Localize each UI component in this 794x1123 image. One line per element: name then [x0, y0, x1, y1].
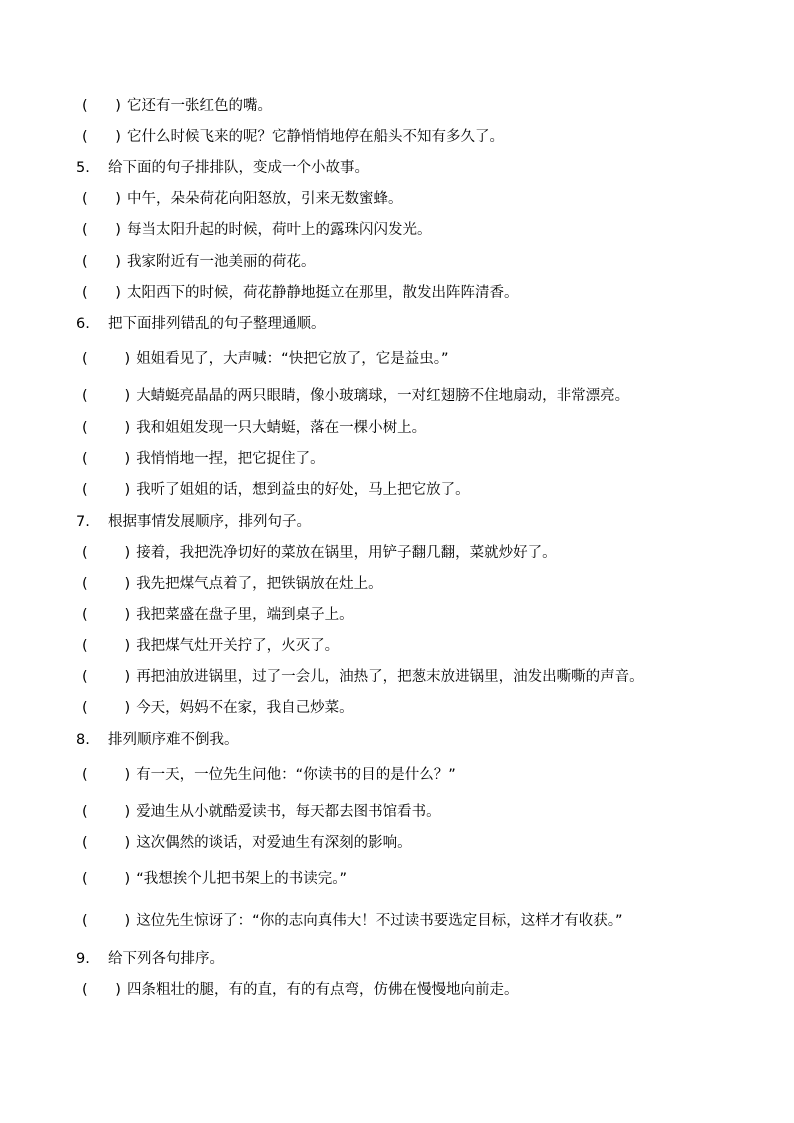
sentence-text: 我把菜盛在盘子里，端到桌子上。	[136, 607, 354, 623]
sentence-item	[82, 636, 339, 656]
sentence-text: 我悄悄地一捏，把它捉住了。	[136, 451, 325, 467]
sentence-text: 大蜻蜓亮晶晶的两只眼睛，像小玻璃球，一对红翅膀不住地扇动，非常漂亮。	[136, 388, 630, 404]
sentence-item	[82, 574, 383, 594]
answer-blank: ( )	[82, 129, 121, 145]
sentence-item	[82, 802, 441, 822]
question-number: 8.	[76, 732, 90, 748]
question-number: 7.	[76, 514, 90, 530]
answer-blank: ( )	[82, 700, 131, 716]
question-heading	[76, 949, 224, 969]
sentence-item	[82, 833, 412, 853]
sentence-text: 今天，妈妈不在家，我自己炒菜。	[136, 700, 354, 716]
sentence-item	[82, 911, 622, 931]
question-heading	[76, 730, 239, 750]
question-number: 6.	[76, 316, 90, 332]
sentence-item	[82, 980, 518, 1000]
sentence-item	[82, 418, 426, 438]
answer-blank: ( )	[82, 420, 131, 436]
question-text: 给下列各句排序。	[108, 951, 224, 967]
sentence-text: “我想挨个儿把书架上的书读完。”	[136, 871, 347, 887]
question-text: 根据事情发展顺序，排列句子。	[108, 514, 311, 530]
sentence-item	[82, 667, 644, 687]
sentence-item	[82, 698, 354, 718]
sentence-text: 中午，朵朵荷花向阳怒放，引来无数蜜蜂。	[126, 191, 403, 207]
sentence-text: 它还有一张红色的嘴。	[126, 98, 272, 114]
answer-blank: ( )	[82, 222, 121, 238]
sentence-text: 爱迪生从小就酷爱读书，每天都去图书馆看书。	[136, 804, 441, 820]
sentence-item	[82, 127, 504, 147]
sentence-item	[82, 252, 315, 272]
answer-blank: ( )	[82, 285, 121, 301]
sentence-text: 我先把煤气点着了，把铁锅放在灶上。	[136, 576, 383, 592]
answer-blank: ( )	[82, 607, 131, 623]
answer-blank: ( )	[82, 545, 131, 561]
sentence-text: 有一天，一位先生问他：“你读书的目的是什么？”	[136, 767, 456, 783]
sentence-text: 每当太阳升起的时候，荷叶上的露珠闪闪发光。	[126, 222, 432, 238]
sentence-text: 这次偶然的谈话，对爱迪生有深刻的影响。	[136, 835, 412, 851]
answer-blank: ( )	[82, 913, 131, 929]
answer-blank: ( )	[82, 638, 131, 654]
sentence-item	[82, 543, 557, 563]
sentence-item	[82, 349, 448, 369]
sentence-item	[82, 220, 431, 240]
answer-blank: ( )	[82, 804, 131, 820]
sentence-item	[82, 765, 456, 785]
sentence-item	[82, 386, 629, 406]
answer-blank: ( )	[82, 351, 131, 367]
answer-blank: ( )	[82, 835, 131, 851]
sentence-item	[82, 480, 470, 500]
question-number: 5.	[76, 160, 90, 176]
sentence-item	[82, 96, 272, 116]
sentence-text: 这位先生惊讶了：“你的志向真伟大！不过读书要选定目标，这样才有收获。”	[136, 913, 623, 929]
answer-blank: ( )	[82, 98, 121, 114]
sentence-text: 我听了姐姐的话，想到益虫的好处，马上把它放了。	[136, 482, 470, 498]
question-text: 给下面的句子排排队，变成一个小故事。	[108, 160, 369, 176]
question-heading	[76, 314, 326, 334]
sentence-text: 姐姐看见了，大声喊：“快把它放了，它是益虫。”	[136, 351, 449, 367]
question-heading	[76, 158, 369, 178]
question-text: 排列顺序难不倒我。	[108, 732, 239, 748]
sentence-text: 接着，我把洗净切好的菜放在锅里，用铲子翻几翻，菜就炒好了。	[136, 545, 557, 561]
sentence-item	[82, 449, 325, 469]
sentence-text: 我把煤气灶开关拧了，火灭了。	[136, 638, 340, 654]
answer-blank: ( )	[82, 451, 131, 467]
sentence-text: 四条粗壮的腿，有的直，有的有点弯，仿佛在慢慢地向前走。	[126, 982, 519, 998]
sentence-text: 太阳西下的时候，荷花静静地挺立在那里，散发出阵阵清香。	[126, 285, 519, 301]
sentence-text: 我和姐姐发现一只大蜻蜓，落在一棵小树上。	[136, 420, 427, 436]
sentence-item	[82, 605, 354, 625]
question-number: 9.	[76, 951, 90, 967]
sentence-text: 再把油放进锅里，过了一会儿，油热了，把葱末放进锅里，油发出嘶嘶的声音。	[136, 669, 644, 685]
sentence-item	[82, 869, 347, 889]
question-heading	[76, 512, 311, 532]
answer-blank: ( )	[82, 982, 121, 998]
sentence-item	[82, 283, 518, 303]
sentence-item	[82, 189, 402, 209]
answer-blank: ( )	[82, 388, 131, 404]
answer-blank: ( )	[82, 254, 121, 270]
sentence-text: 我家附近有一池美丽的荷花。	[126, 254, 316, 270]
answer-blank: ( )	[82, 191, 121, 207]
answer-blank: ( )	[82, 871, 131, 887]
question-text: 把下面排列错乱的句子整理通顺。	[108, 316, 326, 332]
sentence-text: 它什么时候飞来的呢？它静悄悄地停在船头不知有多久了。	[126, 129, 504, 145]
answer-blank: ( )	[82, 576, 131, 592]
answer-blank: ( )	[82, 482, 131, 498]
answer-blank: ( )	[82, 767, 131, 783]
answer-blank: ( )	[82, 669, 131, 685]
